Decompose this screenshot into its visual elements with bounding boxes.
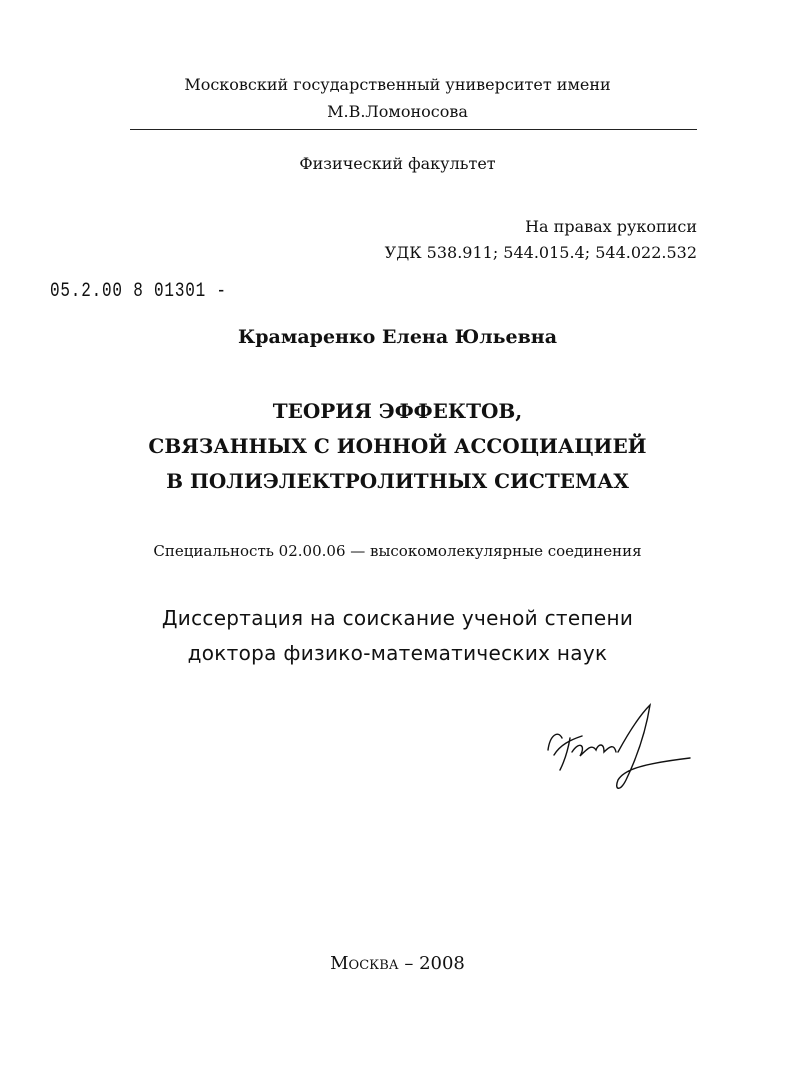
title-line: В ПОЛИЭЛЕКТРОЛИТНЫХ СИСТЕМАХ — [166, 469, 629, 493]
degree-line: Диссертация на соискание ученой степени — [161, 606, 634, 630]
library-stamp: 05.2.00 8 01301 - — [50, 280, 227, 303]
title-line: СВЯЗАННЫХ С ИОННОЙ АССОЦИАЦИЕЙ — [148, 434, 647, 458]
university-name: Московский государственный университет имени — [184, 75, 611, 94]
university-name-line2: М.В.Ломоносова — [327, 102, 468, 121]
faculty: Физический факультет — [299, 154, 496, 173]
title-line: ТЕОРИЯ ЭФФЕКТОВ, — [272, 399, 523, 423]
manuscript-rights: На правах рукописи — [525, 217, 697, 236]
handwritten-signature — [540, 700, 700, 795]
city-year: Москва – 2008 — [330, 953, 465, 974]
header-divider — [130, 129, 697, 130]
udc-code: УДК 538.911; 544.015.4; 544.022.532 — [384, 243, 697, 262]
specialty: Специальность 02.00.06 — высокомолекулярные соединения — [153, 542, 642, 560]
author-name: Крамаренко Елена Юльевна — [237, 326, 558, 348]
degree-line: доктора физико-математических наук — [187, 641, 608, 665]
